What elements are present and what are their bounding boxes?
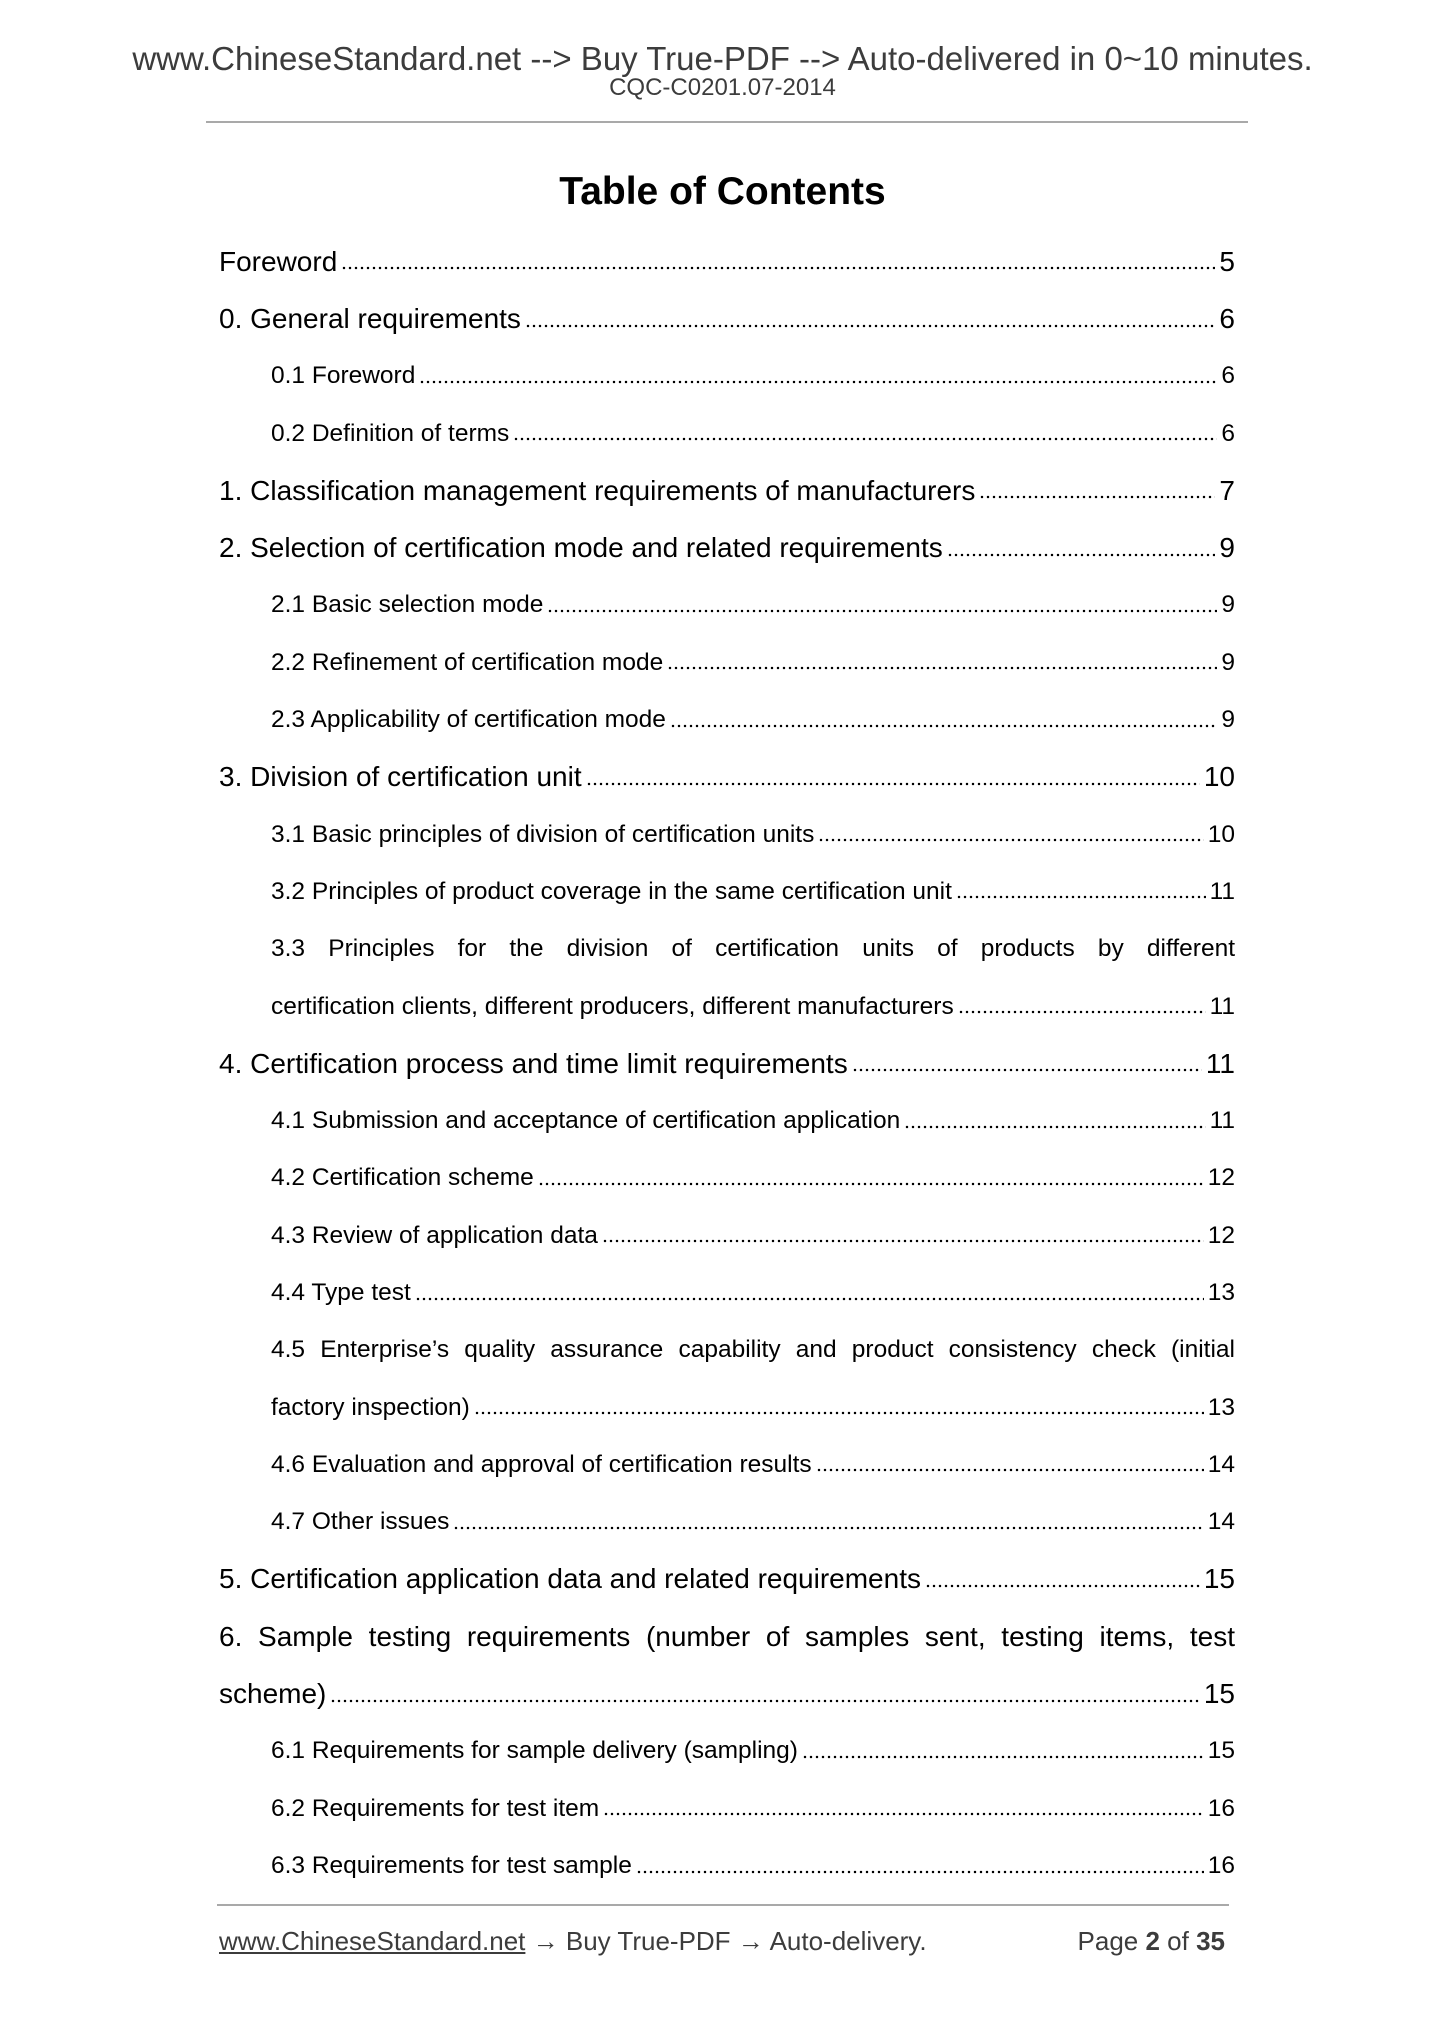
dot-leader bbox=[670, 708, 1217, 733]
toc-entry-page: 14 bbox=[1207, 1450, 1235, 1478]
toc-entry[interactable] bbox=[219, 1322, 1235, 1379]
toc-entry-title: 3.3 Principles for the division of certification units of products by different bbox=[271, 935, 1235, 963]
dot-leader bbox=[513, 421, 1217, 446]
toc-entry-title: scheme) bbox=[219, 1678, 327, 1710]
toc-entry-page: 11 bbox=[1205, 1047, 1235, 1079]
toc-entry-page: 12 bbox=[1207, 1221, 1235, 1249]
current-page: 2 bbox=[1145, 1926, 1160, 1956]
toc-entry-page: 9 bbox=[1219, 532, 1235, 564]
toc-entry-title: 4.7 Other issues bbox=[271, 1508, 450, 1536]
toc-entry[interactable] bbox=[219, 348, 1235, 405]
dot-leader bbox=[816, 1453, 1204, 1478]
dot-leader bbox=[802, 1739, 1204, 1764]
toc-entry[interactable] bbox=[219, 1436, 1235, 1493]
dot-leader bbox=[667, 650, 1217, 675]
toc-entry-title: 6.2 Requirements for test item bbox=[271, 1794, 600, 1822]
toc-entry-page: 6 bbox=[1221, 362, 1235, 390]
toc-entry[interactable] bbox=[219, 1837, 1235, 1894]
toc-entry-page: 11 bbox=[1209, 877, 1235, 905]
footer-left bbox=[219, 1926, 927, 1957]
toc-entry[interactable] bbox=[219, 806, 1235, 863]
toc-entry-title: 0.1 Foreword bbox=[271, 362, 416, 390]
toc-entry-page: 14 bbox=[1207, 1508, 1235, 1536]
toc-entry[interactable] bbox=[219, 1608, 1235, 1665]
toc-entry-title: factory inspection) bbox=[271, 1393, 470, 1421]
page-title: Table of Contents bbox=[559, 170, 886, 213]
dot-leader bbox=[547, 593, 1217, 618]
toc-entry[interactable] bbox=[219, 978, 1235, 1035]
toc-entry[interactable] bbox=[219, 1150, 1235, 1207]
toc-entry[interactable] bbox=[219, 233, 1235, 290]
toc-entry-page: 10 bbox=[1203, 761, 1235, 793]
footer-divider bbox=[217, 1904, 1229, 1906]
header-banner: www.ChineseStandard.net --> Buy True-PDF --> Auto-delivered in 0~10 minutes. bbox=[132, 40, 1313, 77]
dot-leader bbox=[419, 364, 1217, 389]
dot-leader bbox=[904, 1109, 1205, 1134]
page-label: Page bbox=[1077, 1926, 1146, 1956]
toc-entry-title: certification clients, different producers, different manufacturers bbox=[271, 992, 954, 1020]
toc-entry[interactable] bbox=[219, 921, 1235, 978]
toc-entry[interactable] bbox=[219, 1035, 1235, 1092]
dot-leader bbox=[602, 1223, 1204, 1248]
dot-leader bbox=[538, 1166, 1204, 1191]
toc-entry-title: 6.1 Requirements for sample delivery (sampling) bbox=[271, 1737, 798, 1765]
toc-entry-page: 6 bbox=[1219, 302, 1235, 334]
toc-entry-title: 2.2 Refinement of certification mode bbox=[271, 648, 664, 676]
toc-entry-title: 0.2 Definition of terms bbox=[271, 419, 510, 447]
table-of-contents bbox=[219, 233, 1235, 1895]
toc-entry-page: 11 bbox=[1209, 1107, 1235, 1135]
header-divider bbox=[206, 121, 1248, 123]
toc-entry-page: 16 bbox=[1207, 1851, 1235, 1879]
toc-entry-page: 9 bbox=[1221, 591, 1235, 619]
toc-entry-title: 2. Selection of certification mode and related requirements bbox=[219, 532, 943, 564]
toc-entry-page: 11 bbox=[1209, 992, 1235, 1020]
toc-entry-title: 3. Division of certification unit bbox=[219, 761, 582, 793]
toc-entry[interactable] bbox=[219, 1780, 1235, 1837]
total-pages: 35 bbox=[1196, 1926, 1225, 1956]
toc-entry-title: 4.2 Certification scheme bbox=[271, 1164, 534, 1192]
toc-entry-page: 16 bbox=[1207, 1794, 1235, 1822]
toc-entry-title: 3.1 Basic principles of division of certification units bbox=[271, 820, 815, 848]
dot-leader bbox=[852, 1050, 1202, 1078]
dot-leader bbox=[525, 305, 1215, 333]
toc-entry-title: 5. Certification application data and related requirements bbox=[219, 1563, 921, 1595]
toc-entry[interactable] bbox=[219, 1207, 1235, 1264]
toc-entry[interactable] bbox=[219, 290, 1235, 347]
toc-entry-title: 2.1 Basic selection mode bbox=[271, 591, 544, 619]
toc-entry-title: 2.3 Applicability of certification mode bbox=[271, 706, 666, 734]
toc-entry[interactable] bbox=[219, 405, 1235, 462]
dot-leader bbox=[979, 477, 1215, 505]
document-code: CQC-C0201.07-2014 bbox=[609, 74, 836, 101]
toc-entry[interactable] bbox=[219, 462, 1235, 519]
toc-entry[interactable] bbox=[219, 1092, 1235, 1149]
toc-entry[interactable] bbox=[219, 519, 1235, 576]
toc-entry[interactable] bbox=[219, 863, 1235, 920]
toc-entry[interactable] bbox=[219, 749, 1235, 806]
toc-entry[interactable] bbox=[219, 691, 1235, 748]
toc-entry-title: 4.5 Enterprise’s quality assurance capability and product consistency check (initial bbox=[271, 1336, 1235, 1364]
dot-leader bbox=[958, 994, 1206, 1019]
dot-leader bbox=[586, 763, 1200, 791]
toc-entry-title: 4.6 Evaluation and approval of certification results bbox=[271, 1450, 812, 1478]
toc-entry-title: 4.3 Review of application data bbox=[271, 1221, 598, 1249]
toc-entry-title: Foreword bbox=[219, 245, 338, 277]
of-label: of bbox=[1159, 1926, 1197, 1956]
toc-entry-page: 13 bbox=[1207, 1278, 1235, 1306]
dot-leader bbox=[453, 1510, 1203, 1535]
toc-entry-page: 6 bbox=[1221, 419, 1235, 447]
toc-entry[interactable] bbox=[219, 1379, 1235, 1436]
toc-entry-title: 3.2 Principles of product coverage in the same certification unit bbox=[271, 877, 952, 905]
toc-entry-page: 13 bbox=[1207, 1393, 1235, 1421]
toc-entry-title: 6. Sample testing requirements (number of samples sent, testing items, test bbox=[219, 1620, 1235, 1652]
dot-leader bbox=[603, 1796, 1204, 1821]
toc-entry[interactable] bbox=[219, 1494, 1235, 1551]
toc-entry-title: 4.4 Type test bbox=[271, 1278, 411, 1306]
dot-leader bbox=[341, 248, 1215, 276]
toc-entry-page: 12 bbox=[1207, 1164, 1235, 1192]
footer bbox=[219, 1926, 1225, 1957]
dot-leader bbox=[415, 1281, 1204, 1306]
dot-leader bbox=[956, 880, 1206, 905]
toc-entry[interactable] bbox=[219, 577, 1235, 634]
toc-entry[interactable] bbox=[219, 1665, 1235, 1722]
dot-leader bbox=[474, 1395, 1204, 1420]
toc-entry-page: 5 bbox=[1219, 245, 1235, 277]
dot-leader bbox=[925, 1565, 1200, 1593]
page-indicator bbox=[1078, 1926, 1225, 1957]
dot-leader bbox=[818, 822, 1203, 847]
toc-entry-page: 7 bbox=[1219, 474, 1235, 506]
toc-entry-page: 15 bbox=[1207, 1737, 1235, 1765]
dot-leader bbox=[636, 1854, 1204, 1879]
toc-entry-title: 6.3 Requirements for test sample bbox=[271, 1851, 632, 1879]
dot-leader bbox=[947, 534, 1216, 562]
toc-entry[interactable] bbox=[219, 634, 1235, 691]
toc-entry-title: 0. General requirements bbox=[219, 302, 521, 334]
dot-leader bbox=[330, 1680, 1199, 1708]
toc-entry-title: 4. Certification process and time limit requirements bbox=[219, 1047, 848, 1079]
toc-entry-title: 1. Classification management requirements of manufacturers bbox=[219, 474, 976, 506]
toc-entry-page: 15 bbox=[1203, 1678, 1235, 1710]
toc-entry-title: 4.1 Submission and acceptance of certification application bbox=[271, 1107, 901, 1135]
toc-entry-page: 9 bbox=[1221, 648, 1235, 676]
toc-entry[interactable] bbox=[219, 1264, 1235, 1321]
toc-entry[interactable] bbox=[219, 1723, 1235, 1780]
toc-entry-page: 10 bbox=[1207, 820, 1235, 848]
website-link[interactable]: www.ChineseStandard.net bbox=[219, 1926, 526, 1956]
toc-entry-page: 15 bbox=[1203, 1563, 1235, 1595]
footer-tagline: → Buy True-PDF → Auto-delivery. bbox=[525, 1926, 927, 1956]
toc-entry[interactable] bbox=[219, 1551, 1235, 1608]
toc-entry-page: 9 bbox=[1221, 706, 1235, 734]
